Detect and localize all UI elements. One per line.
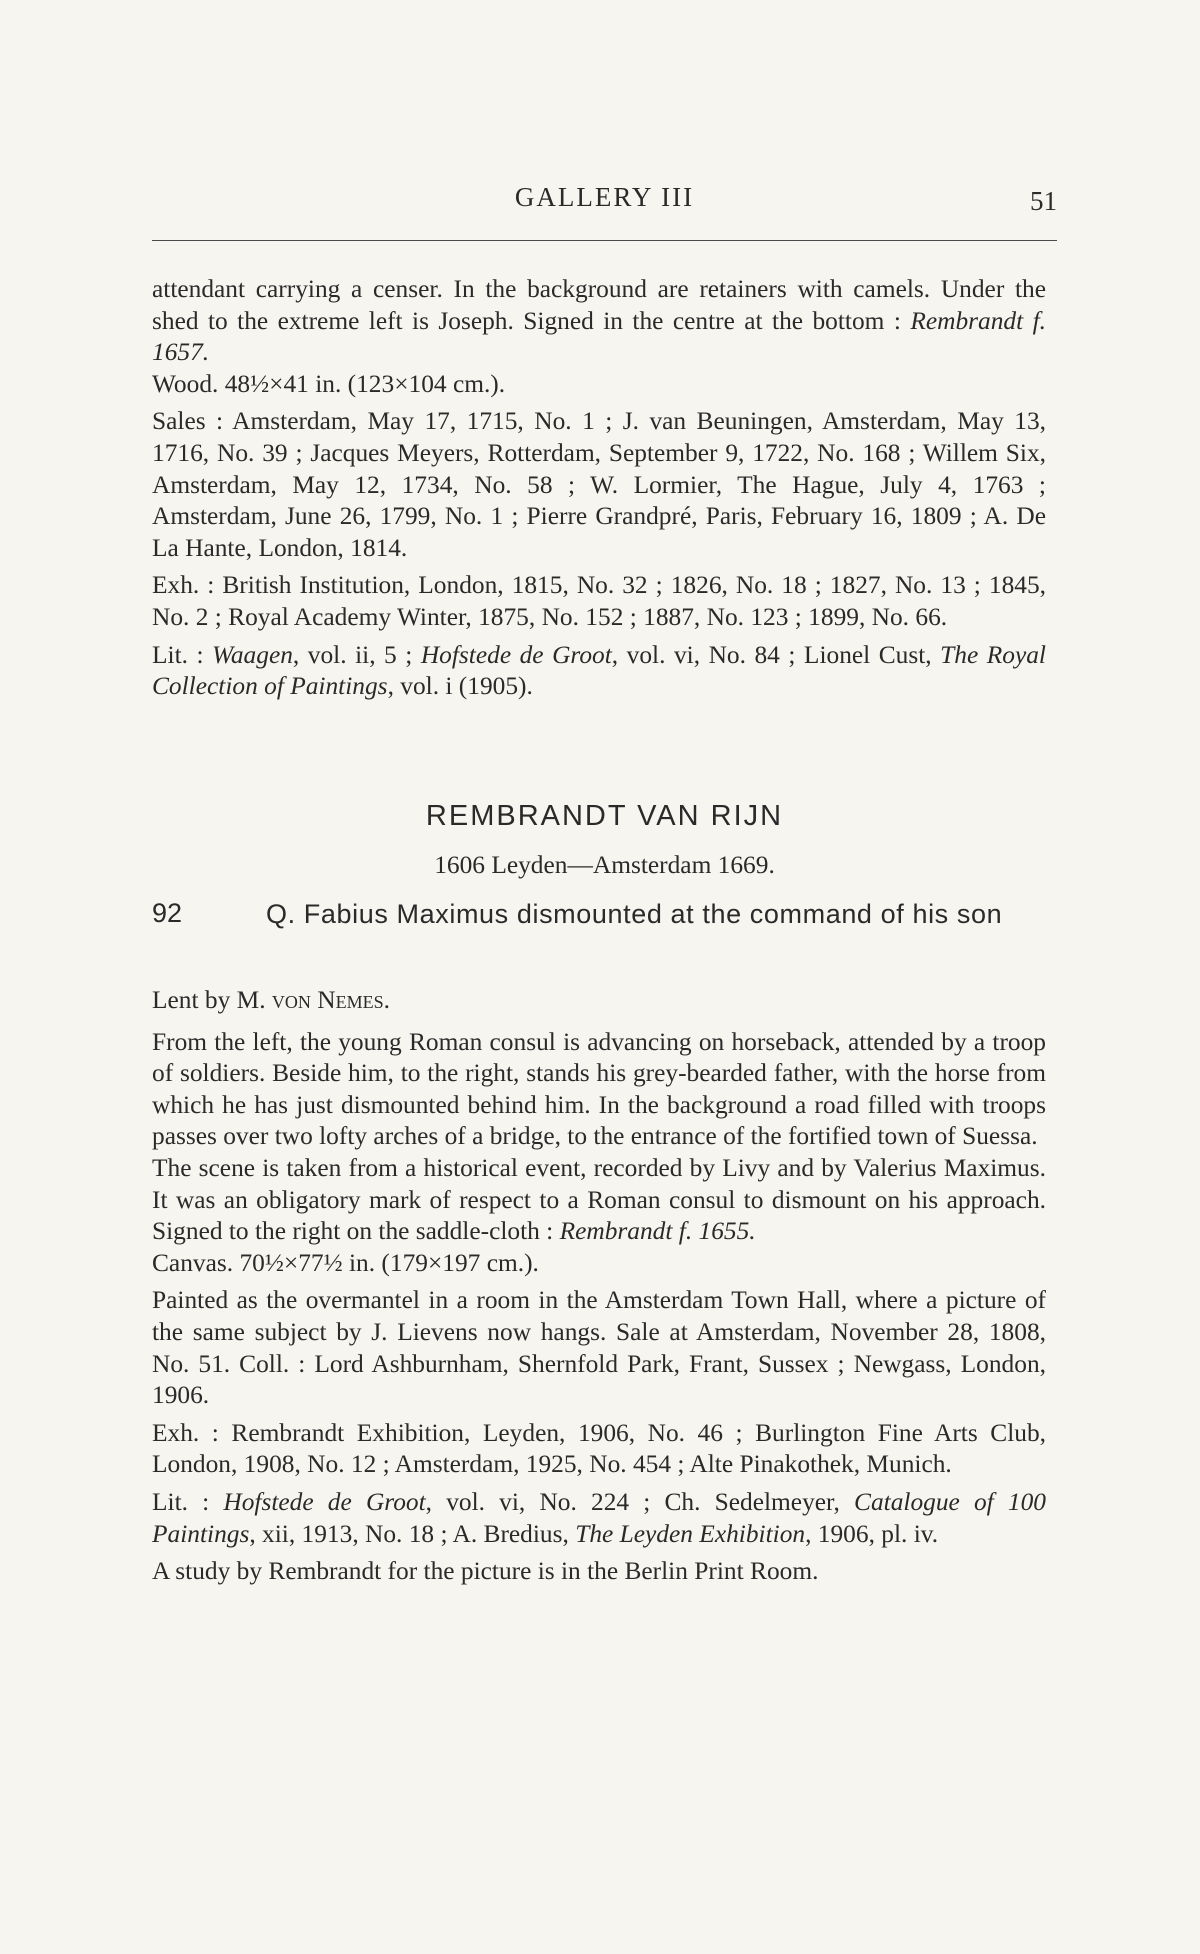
exh-label: Exh. : [152,1418,232,1447]
previous-entry-continuation [152,274,1046,703]
lit-author-hofstede: Hofstede de Groot [420,640,612,669]
literature [152,1487,1046,1550]
exhibitions [152,1418,1046,1481]
catalogue-number: 92 [152,898,183,928]
lit-text: , 1906, pl. iv. [805,1519,939,1548]
artist-heading: REMBRANDT VAN RIJN [425,800,784,832]
lit-text: , vol. vi, No. 224 ; Ch. Sedelmeyer, [425,1487,855,1516]
medium-dimensions: Canvas. 70½×77½ in. (179×197 cm.). [152,1248,539,1277]
painting-title: Q. Fabius Maximus dismounted at the command of his son [266,899,1003,929]
lit-author-hofstede: Hofstede de Groot [223,1487,426,1516]
lit-author-waagen: Waagen [212,640,293,669]
previous-description-text: attendant carrying a censer. In the background are retainers with camels. Under the shed to the extreme left is Joseph. Signed in the centre at the bottom : [152,275,1046,335]
lit-text: , vol. ii, 5 ; [292,640,421,669]
exh-text: Rembrandt Exhibition, Leyden, 1906, No. 46 ; Burlington Fine Arts Club, London, 1908, No. 12 ; Amsterdam, 1925, No. 454 ; Alte Pinakothek, Munich. [152,1418,1046,1479]
sales-text: Amsterdam, May 17, 1715, No. 1 ; J. van Beuningen, Amsterdam, May 13, 1716, No. 39 ; Jacques Meyers, Rotterdam, September 9, 1722, No. 168 ; Willem Six, Amsterdam, May 12, 1734, No. 58 ; W. Lormier, The Hague, July 4, 1763 ; Amsterdam, June 26, 1799, No. 1 ; Pierre Grandpré, Paris, February 16, 1809 ; A. De La Hante, London, 1814. [152,407,1046,562]
lit-title-leyden: The Leyden Exhibition [575,1519,806,1548]
signature: Rembrandt f. 1655. [559,1217,756,1246]
previous-literature [152,640,1046,703]
description-paragraph-1: From the left, the young Roman consul is advancing on horseback, attended by a troop of soldiers. Beside him, to the right, stands his grey-bearded father, with the horse from which he has just dismounted behind him. In the background a road filled with troops passes over two lofty arches of a bridge, to the entrance of the fortified town of Suessa. [152,1027,1046,1151]
description-text: The scene is taken from a historical event, recorded by Livy and by Valerius Maximus. It was an obligatory mark of respect to a Roman consul to dismount on his approach. Signed to the right on the saddle-cloth : [152,1153,1046,1246]
previous-signature: Rembrandt f. 1657. [152,306,1046,367]
lit-text: , vol. i (1905). [387,672,533,701]
lender-line [152,985,1046,1017]
previous-sales [152,406,1046,564]
artist-dates: 1606 Leyden—Amsterdam 1669. [434,851,775,879]
header-rule [152,240,1057,241]
lit-title-royal-collection: The Royal Collection of Paintings [152,640,1046,701]
page-number: 51 [1030,186,1057,216]
study-note: A study by Rembrandt for the picture is in the Berlin Print Room. [152,1557,819,1586]
exh-label: Exh. : [152,571,223,600]
running-title: GALLERY III [514,182,695,212]
description-paragraph-2 [152,1153,1046,1248]
previous-exhibitions [152,570,1046,633]
previous-medium: Wood. 48½×41 in. (123×104 cm.). [152,369,506,398]
lit-title-sedelmeyer: Catalogue of 100 Paintings [152,1487,1046,1548]
lender-name: von Nemes [271,986,384,1014]
entry-body [152,985,1046,1588]
lit-text: , vol. vi, No. 84 ; Lionel Cust, [611,640,941,669]
lent-suffix: . [383,986,390,1014]
exh-text: British Institution, London, 1815, No. 32 ; 1826, No. 18 ; 1827, No. 13 ; 1845, No. 2 ; Royal Academy Winter, 1875, No. 152 ; 1887, No. 123 ; 1899, No. 66. [152,571,1047,631]
provenance: Painted as the overmantel in a room in the Amsterdam Town Hall, where a picture of the same subject by J. Lievens now hangs. Sale at Amsterdam, November 28, 1808, No. 51. Coll. : Lord Ashburnham, Shernfold Park, Frant, Sussex ; Newgass, London, 1906. [152,1286,1046,1410]
previous-entry-description [152,274,1046,369]
lent-prefix: Lent by M. [152,986,272,1014]
running-head [152,182,1057,222]
lit-label: Lit. : [152,1487,224,1516]
sales-label: Sales : [152,407,233,436]
lit-text: , xii, 1913, No. 18 ; A. Bredius, [249,1519,576,1548]
lit-label: Lit. : [152,640,213,669]
